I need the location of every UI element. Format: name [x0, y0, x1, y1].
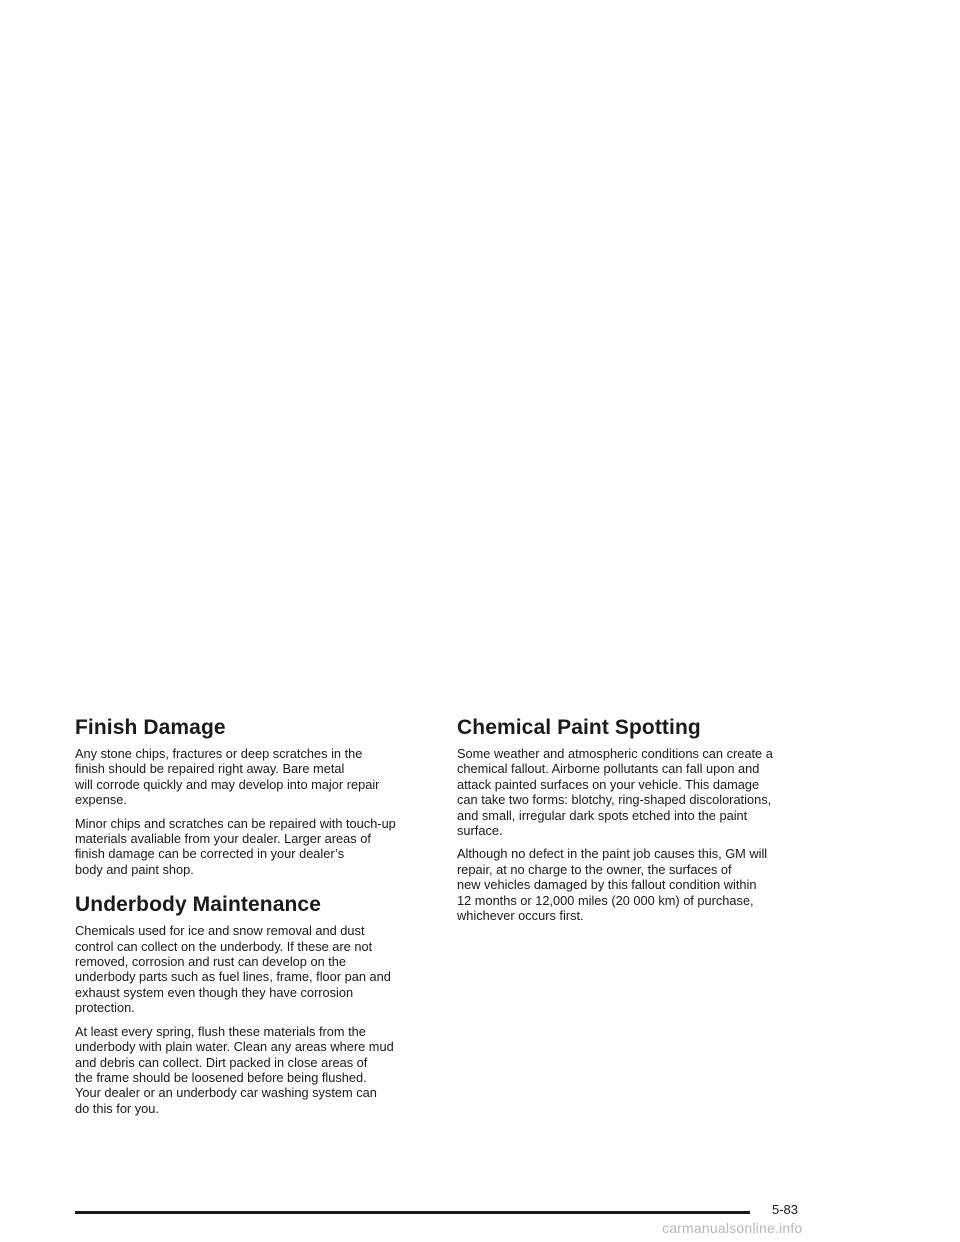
paragraph: Minor chips and scratches can be repaired with touch-up materials avaliable from your dealer. Larger areas of finish damage can be corrected in your dealer’s body and paint shop. [75, 815, 396, 877]
paragraph: Any stone chips, fractures or deep scratches in the finish should be repaired right away. Bare metal will corrode quickly and may develop into major repair expense. [75, 746, 380, 808]
left-column [75, 716, 440, 1124]
paragraph: At least every spring, flush these materials from the underbody with plain water. Clean any areas where mud and debris can collect. Dirt packed in close areas of the frame should be loosened before being flushed. Your dealer or an underbody car washing system can do this for you. [75, 1023, 394, 1116]
footer-rule [75, 1211, 750, 1214]
underbody-maintenance-section [75, 893, 440, 1116]
paragraph: Some weather and atmospheric conditions can create a chemical fallout. Airborne pollutants can fall upon and attack painted surfaces on your vehicle. This damage can take two forms: blotchy, ring-shaped discolorations, and small, irregular dark spots etched into the paint surface. [457, 746, 773, 839]
chemical-paint-spotting-section [457, 716, 817, 923]
paragraph: Although no defect in the paint job causes this, GM will repair, at no charge to the owner, the surfaces of new vehicles damaged by this fallout condition within 12 months or 12,000 miles (20 000 km) of purchase, whichever occurs first. [457, 846, 768, 924]
section-heading: Chemical Paint Spotting [457, 716, 701, 739]
watermark: carmanualsonline.info [662, 1220, 803, 1236]
right-column [457, 716, 817, 931]
section-heading: Finish Damage [75, 716, 226, 739]
finish-damage-section [75, 716, 440, 877]
page-number: 5-83 [772, 1202, 799, 1217]
paragraph: Chemicals used for ice and snow removal and dust control can collect on the underbody. If these are not removed, corrosion and rust can develop on the underbody parts such as fuel lines, frame, floor pan and exhaust system even though they have corrosion protection. [75, 923, 391, 1016]
section-heading: Underbody Maintenance [75, 893, 321, 917]
